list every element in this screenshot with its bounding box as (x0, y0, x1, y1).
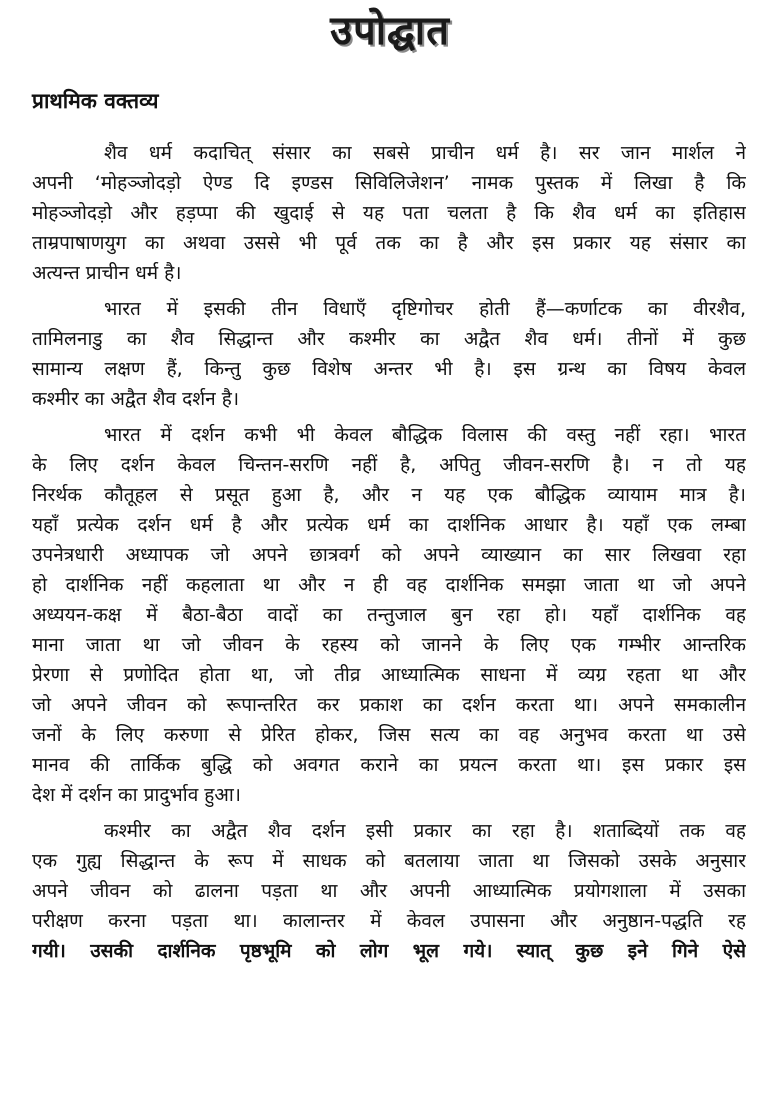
text-line: कश्मीर का अद्वैत शैव दर्शन इसी प्रकार का रहा है। शताब्दियों तक वह (104, 820, 746, 842)
section-heading: प्राथमिक वक्तव्य (32, 89, 159, 113)
text-line: देश में दर्शन का प्रादुर्भाव हुआ। (32, 784, 242, 806)
text-line: शैव धर्म कदाचित् संसार का सबसे प्राचीन धर्म है। सर जान मार्शल ने (104, 142, 746, 164)
page-title: उपोद्घात (330, 7, 450, 54)
text-line: भारत में इसकी तीन विधाएँ दृष्टिगोचर होती हैं—कर्णाटक का वीरशैव, (104, 298, 746, 320)
text-line: यहाँ प्रत्येक दर्शन धर्म है और प्रत्येक धर्म का दार्शनिक आधार है। यहाँ एक लम्बा (32, 514, 746, 536)
paragraph-4 (32, 816, 746, 966)
text-line: प्रेरणा से प्रणोदित होता था, जो तीव्र आध्यात्मिक साधना में व्यग्र रहता था और (32, 664, 746, 686)
body-text (32, 138, 746, 972)
text-line: माना जाता था जो जीवन के रहस्य को जानने के लिए एक गम्भीर आन्तरिक (32, 634, 746, 656)
text-line: अपने जीवन को ढालना पड़ता था और अपनी आध्यात्मिक प्रयोगशाला में उसका (32, 880, 746, 902)
text-line: सामान्य लक्षण हैं, किन्तु कुछ विशेष अन्तर भी है। इस ग्रन्थ का विषय केवल (32, 358, 746, 380)
text-line: गयी। उसकी दार्शनिक पृष्ठभूमि को लोग भूल गये। स्यात् कुछ इने गिने ऐसे (32, 940, 746, 962)
text-line: अध्ययन-कक्ष में बैठा-बैठा वादों का तन्तुजाल बुन रहा हो। यहाँ दार्शनिक वह (32, 604, 746, 626)
text-line: उपनेत्रधारी अध्यापक जो अपने छात्रवर्ग को अपने व्याख्यान का सार लिखवा रहा (32, 544, 746, 566)
text-line: परीक्षण करना पड़ता था। कालान्तर में केवल उपासना और अनुष्ठान-पद्धति रह (32, 910, 746, 932)
text-line: अत्यन्त प्राचीन धर्म है। (32, 262, 182, 284)
text-line: ताम्रपाषाणयुग का अथवा उससे भी पूर्व तक का है और इस प्रकार यह संसार का (32, 232, 746, 254)
text-line: हो दार्शनिक नहीं कहलाता था और न ही वह दार्शनिक समझा जाता था जो अपने (32, 574, 746, 596)
paragraph-3 (32, 420, 746, 810)
text-line: मानव की तार्किक बुद्धि को अवगत कराने का प्रयत्न करता था। इस प्रकार इस (32, 754, 746, 776)
text-line: जो अपने जीवन को रूपान्तरित कर प्रकाश का दर्शन करता था। अपने समकालीन (32, 694, 746, 716)
text-line: एक गुह्य सिद्धान्त के रूप में साधक को बतलाया जाता था जिसको उसके अनुसार (32, 850, 746, 872)
text-line: कश्मीर का अद्वैत शैव दर्शन है। (32, 388, 240, 410)
text-line: तामिलनाडु का शैव सिद्धान्त और कश्मीर का अद्वैत शैव धर्म। तीनों में कुछ (32, 328, 746, 350)
paragraph-2 (32, 294, 746, 414)
paragraph-1 (32, 138, 746, 288)
text-line: के लिए दर्शन केवल चिन्तन-सरणि नहीं है, अपितु जीवन-सरणि है। न तो यह (32, 454, 746, 476)
text-line: अपनी ‘मोहञ्जोदड़ो ऐण्ड दि इण्डस सिविलिजेशन’ नामक पुस्तक में लिखा है कि (32, 172, 746, 194)
text-line: जनों के लिए करुणा से प्रेरित होकर, जिस सत्य का वह अनुभव करता था उसे (32, 724, 746, 746)
text-line: मोहञ्जोदड़ो और हड़प्पा की खुदाई से यह पता चलता है कि शैव धर्म का इतिहास (32, 202, 746, 224)
text-line: निरर्थक कौतूहल से प्रसूत हुआ है, और न यह एक बौद्धिक व्यायाम मात्र है। (32, 484, 746, 506)
text-line: भारत में दर्शन कभी भी केवल बौद्धिक विलास की वस्तु नहीं रहा। भारत (104, 424, 746, 446)
